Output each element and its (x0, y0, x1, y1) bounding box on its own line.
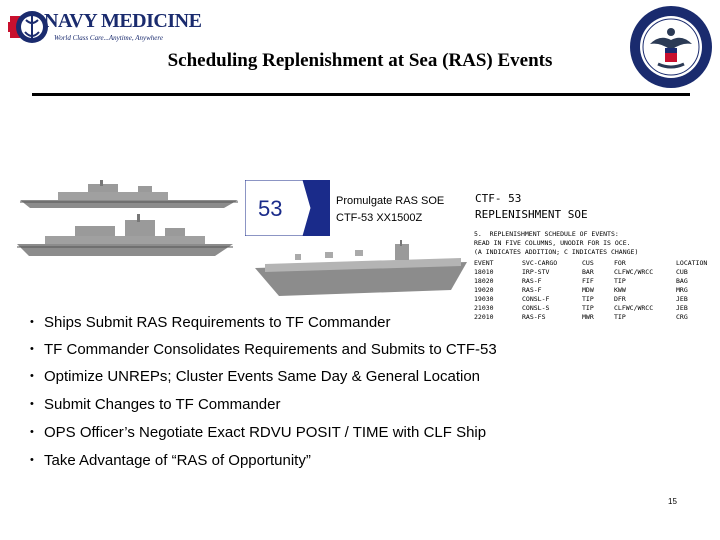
table-cell: TIP (582, 304, 594, 312)
bullet-item: • OPS Officer’s Negotiate Exact RDVU POSIT / TIME with CLF Ship (30, 424, 487, 441)
logo-text: NAVY MEDICINE (44, 10, 202, 32)
bullet-item: • Submit Changes to TF Commander (30, 396, 281, 413)
table-cell: 18010 (474, 268, 494, 276)
ras-info-line1: Promulgate RAS SOE (336, 195, 445, 207)
table-cell: CLFWC/WRCC (614, 304, 654, 312)
destroyer-ship-icon (18, 180, 240, 210)
table-cell: CLFWC/WRCC (614, 268, 654, 276)
table-cell: 22010 (474, 313, 494, 321)
table-cell: FIF (582, 277, 594, 285)
bullet-item: • Optimize UNREPs; Cluster Events Same Day & General Location (30, 368, 481, 385)
column-header: LOCATION (676, 259, 708, 267)
table-cell: JEB (676, 295, 688, 303)
column-header: EVENT (474, 259, 494, 267)
slide-title: Scheduling Replenishment at Sea (RAS) Events (167, 50, 553, 71)
bullet-item: • Take Advantage of “RAS of Opportunity” (30, 452, 311, 469)
cruiser-ship-icon (15, 214, 237, 260)
table-cell: TIP (614, 313, 626, 321)
ras-info-line2: CTF-53 XX1500Z (336, 212, 423, 224)
table-cell: DFR (614, 295, 626, 303)
logo-tagline: World Class Care...Anytime, Anywhere (54, 34, 163, 42)
bullet-text: Take Advantage of “RAS of Opportunity” (44, 452, 311, 469)
table-cell: CRG (676, 313, 688, 321)
page-number: 15 (668, 497, 677, 506)
column-header: SVC-CARGO (522, 259, 558, 267)
table-cell: BAR (582, 268, 594, 276)
bullet-item: • Ships Submit RAS Requirements to TF Commander (30, 314, 391, 331)
bullet-item: • TF Commander Consolidates Requirements and Submits to CTF-53 (30, 341, 497, 358)
table-cell: MRG (676, 286, 688, 294)
table-cell: KWW (614, 286, 626, 294)
table-cell: 19020 (474, 286, 494, 294)
table-cell: IRP-STV (522, 268, 550, 276)
table-cell: TIP (582, 295, 594, 303)
message-line: READ IN FIVE COLUMNS, UNODIR FOR IS OCE. (474, 239, 631, 247)
table-cell: 18020 (474, 277, 494, 285)
table-cell: JEB (676, 304, 688, 312)
ctf-header-line1: CTF- 53 (475, 192, 522, 205)
table-cell: MWR (582, 313, 594, 321)
table-cell: CUB (676, 268, 688, 276)
table-cell: CONSL-S (522, 304, 550, 312)
column-header: CUS (582, 259, 594, 267)
message-line: 5. REPLENISHMENT SCHEDULE OF EVENTS: (474, 230, 619, 238)
flag-number: 53 (258, 196, 283, 221)
table-cell: CONSL-F (522, 295, 550, 303)
bullet-text: Ships Submit RAS Requirements to TF Commander (44, 314, 391, 331)
table-cell: BAG (676, 277, 688, 285)
bullet-text: OPS Officer’s Negotiate Exact RDVU POSIT / TIME with CLF Ship (44, 424, 487, 441)
table-cell: MDW (582, 286, 594, 294)
message-line: (A INDICATES ADDITION; C INDICATES CHANGE) (474, 248, 639, 256)
aircraft-carrier-icon (255, 240, 467, 304)
table-cell: 19030 (474, 295, 494, 303)
table-cell: TIP (614, 277, 626, 285)
table-cell: 21030 (474, 304, 494, 312)
table-cell: RAS-F (522, 286, 542, 294)
table-cell: RAS-F (522, 277, 542, 285)
column-header: FOR (614, 259, 626, 267)
bullet-text: Optimize UNREPs; Cluster Events Same Day & General Location (44, 368, 481, 385)
title-rule (32, 93, 690, 96)
table-cell: RAS-FS (522, 313, 546, 321)
bullet-text: Submit Changes to TF Commander (44, 396, 281, 413)
ctf-header-line2: REPLENISHMENT SOE (475, 208, 588, 221)
bullet-text: TF Commander Consolidates Requirements and Submits to CTF-53 (44, 341, 497, 358)
dept-of-navy-seal-icon (628, 4, 714, 90)
